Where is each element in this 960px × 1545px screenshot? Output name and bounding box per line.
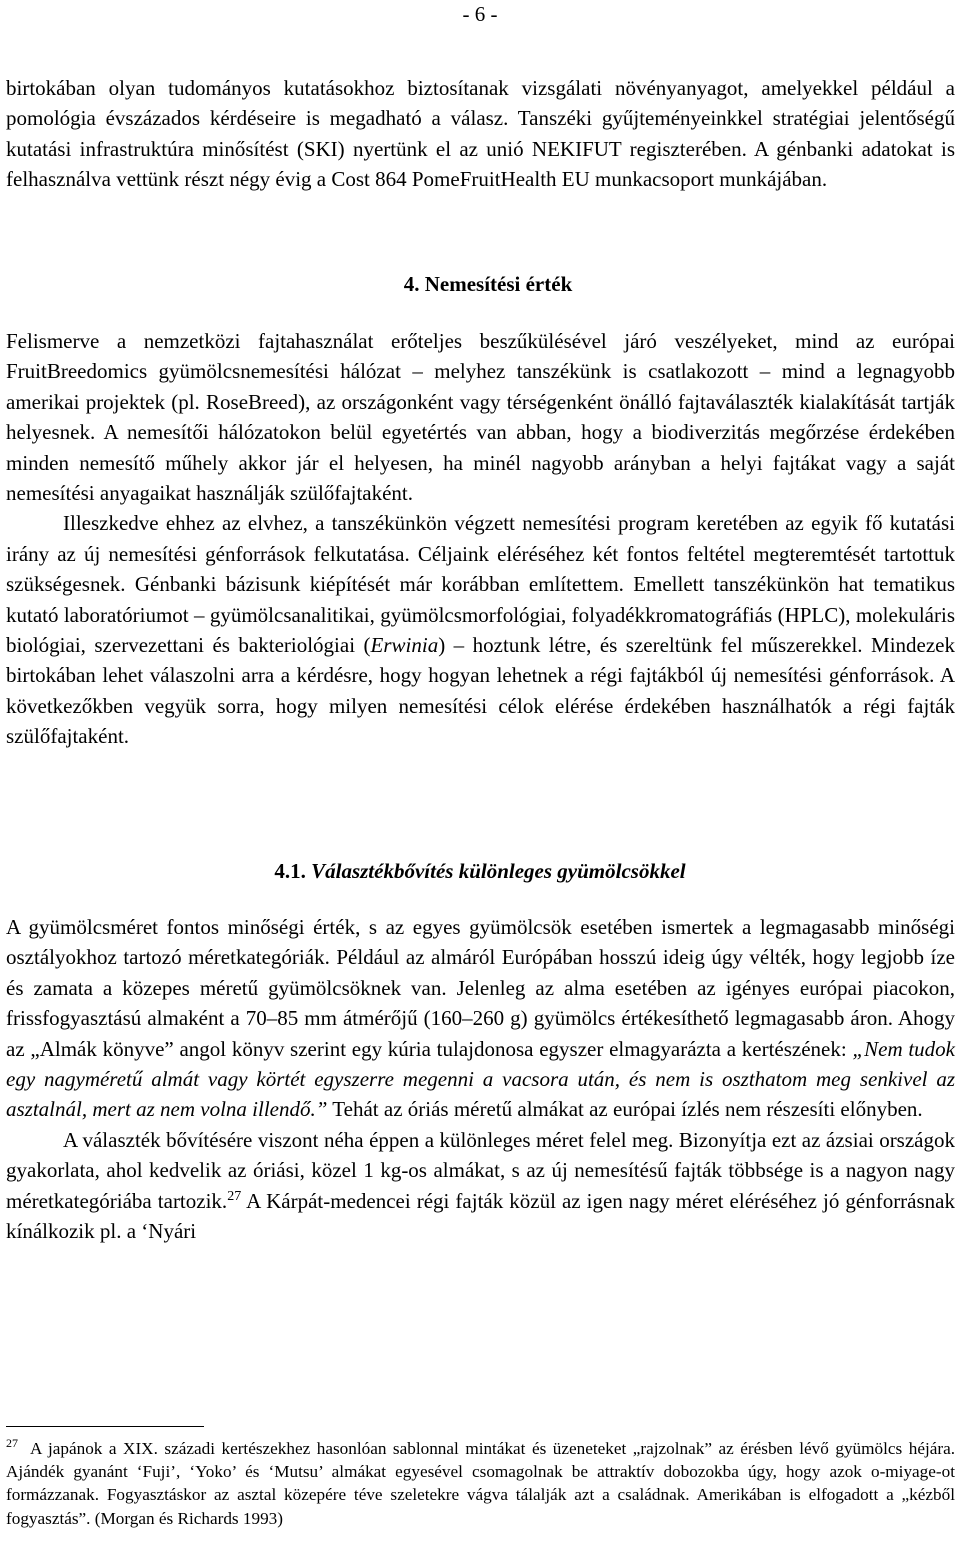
section-4-1-p2-text-b: A Kárpát-medencei régi fajták közül az igen nagy méret eléréséhez jó génforrásnak kínálkozik pl. a ‘Nyári (6, 1188, 955, 1244)
section-4-paragraph-2 (6, 508, 955, 751)
footnote-number: 27 (6, 1436, 18, 1450)
section-4-1-p1-quote: „Nem tudok egy nagyméretű almát vagy körtét egyszerre megenni a vacsora után, és nem is oszthatom meg senkivel az asztalnál, mert az nem volna illendő.” (6, 1036, 955, 1122)
footnote-divider (6, 1426, 204, 1427)
section-4-body (6, 326, 955, 752)
footnote-text: A japánok a XIX. századi kertészekhez hasonlóan sablonnal mintákat és üzeneteket „rajzolnak” az érésben lévő gyümölcs héjára. Ajándék gyanánt ‘Fuji’, ‘Yoko’ és ‘Mutsu’ almákat egyesével csomagolnak be attraktív dobozokba úgy, hogy azok o-miyage-ot formázzanak. Fogyasztáskor az asztal közepére téve szeletekre vágva tálalják azt a családnak. Amerikában is elfogadott a „kézből fogyasztás”. (Morgan és Richards 1993) (6, 1439, 955, 1528)
section-4-1-paragraph-1 (6, 912, 955, 1125)
section-4-1-body (6, 912, 955, 1246)
section-4-p2-text-a: Illeszkedve ehhez az elvhez, a tanszékünkön végzett nemesítési program keretében az egyik fő kutatási irány az új nemesítési génforrások felkutatása. Céljaink eléréséhez két fontos feltétel megteremtését tartottuk szükségesnek. Génbanki bázisunk kiépítését már korábban említettem. Emellett tanszékünkön hat tematikus kutató laboratóriumot – gyümölcsanalitikai, gyümölcsmorfológiai, folyadékkromatográfiás (HPLC), molekuláris biológiai, szervezettani és bakteriológiai ( (6, 511, 955, 658)
section-4-1-p1-text-b: Tehát az óriás méretű almákat az európai ízlés nem részesíti előnyben. (327, 1097, 923, 1122)
intro-text: birtokában olyan tudományos kutatásokhoz biztosítanak vizsgálati növényanyagot, amelyekkel például a pomológia évszázados kérdéseire is megadható a válasz. Tanszéki gyűjteményeinkkel stratégiai jelentőségű kutatási infrastruktúra minősítést (SKI) nyertünk el az unió NEKIFUT regiszterében. A génbanki adatokat is felhasználva vettünk részt négy évig a Cost 864 PomeFruitHealth EU munkacsoport munkájában. (6, 76, 955, 192)
section-4-1-p1-text-a: A gyümölcsméret fontos minőségi érték, s az egyes gyümölcsök esetében ismertek a legmagasabb minőségi osztályokhoz tartozó méretkategóriák. Például az almáról Európában hosszú ideig úgy vélték, hogy legjobb íze és zamata a közepes méretű gyümölcsöknek van. Jelenleg az alma esetében az igényes európai piacokon, frissfogyasztású almaként a 70–85 mm átmérőjű (160–260 g) gyümölcs értékesíthető legmagasabb áron. Ahogy az „Almák könyve” angol könyv szerint egy kúria tulajdonosa egyszer elmagyarázta a kertészének: (6, 915, 955, 1061)
section-heading-4-1-number: 4.1. (274, 859, 306, 883)
section-heading-4-1 (0, 857, 960, 885)
section-heading-4: 4. Nemesítési érték (403, 272, 573, 296)
page-number (0, 2, 960, 26)
section-4-1-p2-text-a: A választék bővítésére viszont néha éppen a különleges méret felel meg. Bizonyítja ezt az ázsiai országok gyakorlata, ahol kedvelik az óriási, közel 1 kg-os almákat, s az új nemesítésű fajták többsége is a nagyon nagy méretkategóriába tartozik. (6, 1127, 955, 1213)
section-4-1-paragraph-2 (6, 1125, 955, 1247)
intro-paragraph (6, 73, 955, 195)
page-number-text: - 6 - (462, 2, 498, 26)
footnote-reference-27[interactable]: 27 (227, 1188, 242, 1204)
section-heading-4-1-title: Választékbővítés különleges gyümölcsökkel (311, 859, 686, 883)
section-4-p2-text-b: ) – hoztunk létre, és szereltünk fel műszerekkel. Mindezek birtokában lehet válaszolni arra a kérdésre, hogy hogyan lehetnek a régi fajtákból új nemesítési génforrások. A következőkben vegyük sorra, hogy milyen nemesítési célok elérése érdekében használhatók a régi fajták szülőfajtaként. (6, 633, 955, 749)
section-4-p2-italic: Erwinia (370, 633, 439, 658)
section-4-paragraph-1: Felismerve a nemzetközi fajtahasználat erőteljes beszűkülésével járó veszélyeket, mind az európai FruitBreedomics gyümölcsnemesítési hálózat – melyhez tanszékünk is csatlakozott – mind a legnagyobb amerikai projektek (pl. RoseBreed), az országonként vagy térségenként önálló fajtaválaszték kialakítását tartják helyesnek. A nemesítői hálózatokon belül egyetértés van abban, hogy a biodiverzitás megőrzése érdekében minden nemesítő műhely akkor jár el helyesen, ha minél nagyobb arányban a helyi fajtákat vagy a saját nemesítési anyagaikat használják szülőfajtaként. (6, 329, 955, 506)
footnote-27 (6, 1437, 955, 1530)
